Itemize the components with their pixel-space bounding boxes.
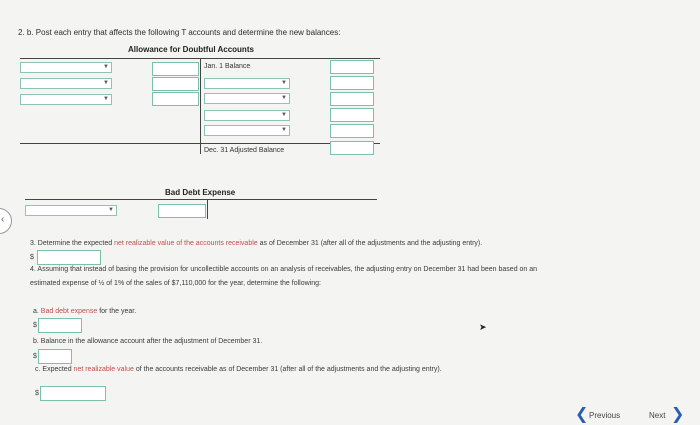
chevron-down-icon: ▼ — [103, 64, 109, 70]
allowance-t-account-title: Allowance for Doubtful Accounts — [128, 45, 254, 54]
allowance-debit-amount-3[interactable] — [152, 92, 199, 106]
q4-number: 4. — [30, 266, 36, 273]
q4b-answer-input[interactable] — [38, 349, 72, 364]
allowance-credit-amount-4[interactable] — [330, 124, 374, 138]
q4b-text — [33, 338, 262, 345]
previous-button[interactable] — [575, 408, 627, 424]
allowance-debit-amount-1[interactable] — [152, 62, 199, 76]
chevron-down-icon: ▼ — [281, 80, 287, 86]
t-account-divider — [200, 58, 201, 154]
chevron-down-icon: ▼ — [281, 127, 287, 133]
allowance-credit-account-select-2[interactable] — [204, 93, 290, 104]
chevron-down-icon: ▼ — [281, 112, 287, 118]
allowance-debit-amount-2[interactable] — [152, 77, 199, 91]
next-button-label: Next — [649, 411, 666, 420]
chevron-down-icon: ▼ — [103, 96, 109, 102]
allowance-credit-account-select-3[interactable] — [204, 110, 290, 121]
q4c-letter: c. — [35, 366, 41, 373]
chevron-down-icon: ▼ — [103, 80, 109, 86]
allowance-credit-amount-1[interactable] — [330, 76, 374, 90]
allowance-credit-account-select-1[interactable] — [204, 78, 290, 89]
allowance-debit-account-select-2[interactable] — [20, 78, 112, 89]
chevron-down-icon: ▼ — [108, 207, 114, 213]
allowance-credit-account-select-4[interactable] — [204, 125, 290, 136]
q3-net-realizable-value-link[interactable]: net realizable value of the accounts receivable — [114, 240, 258, 247]
q3-number: 3. — [30, 240, 36, 247]
q4b-text-body: Balance in the allowance account after the adjustment of December 31. — [40, 338, 263, 345]
q4c-text — [35, 366, 442, 373]
q3-answer-input[interactable] — [37, 250, 101, 265]
chevron-down-icon: ▼ — [281, 95, 287, 101]
q4b-letter: b. — [33, 338, 39, 345]
q4-line2: estimated expense of ½ of 1% of the sales of $7,110,000 for the year, determine the following: — [30, 280, 321, 287]
chevron-right-icon: ❯ — [671, 406, 685, 423]
q4a-answer-input[interactable] — [38, 318, 82, 333]
q3-dollar-sign: $ — [30, 254, 34, 261]
previous-button-label: Previous — [589, 411, 621, 420]
jan-1-balance-label: Jan. 1 Balance — [204, 63, 251, 70]
mouse-cursor-icon: ➤ — [479, 322, 487, 332]
allowance-credit-amount-3[interactable] — [330, 108, 374, 122]
allowance-debit-account-select-3[interactable] — [20, 94, 112, 105]
q4a-text — [33, 308, 136, 315]
q3-text-before: Determine the expected — [37, 240, 113, 247]
q4a-bad-debt-expense-link[interactable]: Bad debt expense — [40, 308, 98, 315]
bad-debt-debit-amount[interactable] — [158, 204, 206, 218]
jan-1-balance-amount[interactable] — [330, 60, 374, 74]
allowance-credit-amount-2[interactable] — [330, 92, 374, 106]
q3-text-after: as of December 31 (after all of the adjustments and the adjusting entry). — [259, 240, 483, 247]
q4-line1-text: Assuming that instead of basing the provision for uncollectible accounts on an analysis of receivables, the adjusting entry on December 31 had been based on an — [37, 266, 538, 273]
part-b-instruction: 2. b. Post each entry that affects the following T accounts and determine the new balances: — [18, 28, 341, 37]
bad-debt-debit-account-select[interactable] — [25, 205, 117, 216]
q4b-dollar-sign: $ — [33, 353, 37, 360]
q4c-dollar-sign: $ — [35, 390, 39, 397]
side-back-button[interactable] — [0, 208, 12, 234]
q4c-text-after: of the accounts receivable as of December 31 (after all of the adjustments and the adjusting entry). — [135, 366, 442, 373]
q4c-net-realizable-value-link[interactable]: net realizable value — [73, 366, 134, 373]
bad-debt-expense-t-account-title: Bad Debt Expense — [165, 188, 236, 197]
next-button[interactable] — [645, 408, 685, 424]
q4c-answer-input[interactable] — [40, 386, 106, 401]
chevron-left-icon: ❮ — [575, 406, 589, 423]
q4a-letter: a. — [33, 308, 39, 315]
dec-31-adjusted-balance-amount[interactable] — [330, 141, 374, 155]
q4a-text-after: for the year. — [99, 308, 137, 315]
bad-debt-divider — [207, 199, 208, 219]
q3-text — [30, 240, 482, 247]
q4a-dollar-sign: $ — [33, 322, 37, 329]
q4c-text-before: Expected — [42, 366, 72, 373]
dec-31-adjusted-balance-label: Dec. 31 Adjusted Balance — [204, 147, 285, 154]
bad-debt-top-line — [25, 199, 377, 200]
chevron-left-icon: ‹ — [1, 214, 5, 225]
q4-line1 — [30, 266, 537, 273]
allowance-debit-account-select-1[interactable] — [20, 62, 112, 73]
t-account-total-line — [20, 143, 380, 144]
